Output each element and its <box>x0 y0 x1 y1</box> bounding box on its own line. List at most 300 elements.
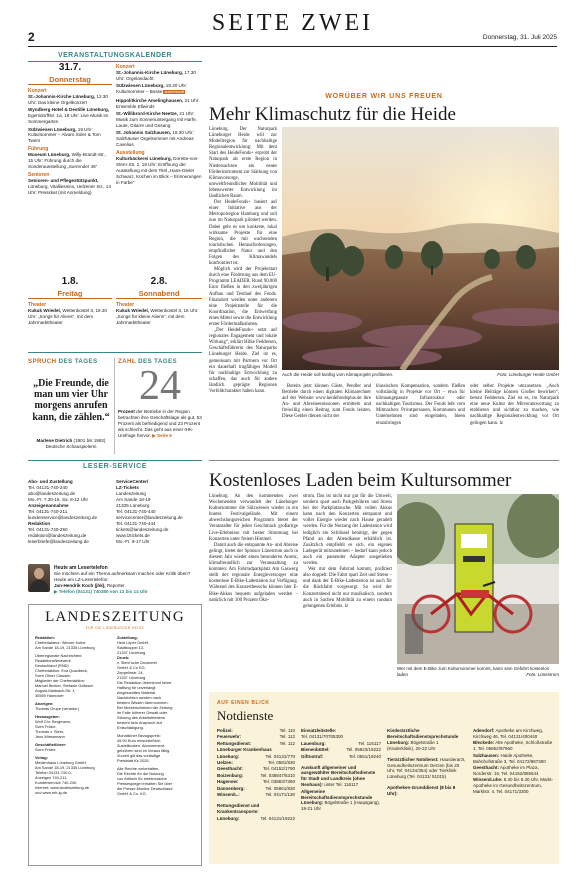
emergency-entry <box>301 741 381 747</box>
article2-paragraph: Wer mit dem Fahrrad kommt, profitiert also doppelt: Die Fahrt spart Zeit und Stress – und dank der E-Bike-Ladestation ist auch für die Rückfahrt vorgesorgt. So wird der Konzertabend nicht nur musikalisch, sondern auch in Sachen Mobilität zu einem rundum gelungenen Erlebnis. lz <box>303 567 392 609</box>
emergency-entry <box>387 728 467 752</box>
event-item <box>28 94 112 106</box>
event-details: 21 Uhr: Musik zum Sonnenuntergang mit Harfe, Laute, Gitarre und Gesang <box>116 110 197 128</box>
info-line: besteht kein Anspruch auf <box>117 720 162 725</box>
emergency-entry <box>217 747 295 753</box>
info-line: Kundenservice 740-240, <box>35 780 78 785</box>
calendar-bottom-rule <box>28 352 202 353</box>
event-venue: Sülzwiesen Lüneburg, <box>116 83 165 89</box>
info-line: Preisblatt für 2025. <box>117 758 150 763</box>
info-line: Haftung für unverlangt <box>117 685 156 690</box>
info-line: Thomas Grupe (verantw.) <box>35 706 80 711</box>
emergency-value: Alte Apotheke, Schloßstraße 1, Tel. 05852/97960 <box>473 740 553 752</box>
emergency-title: Notdienste <box>217 708 274 723</box>
info-line: Zeppelinstr. 24, <box>117 670 144 675</box>
emergency-value: Tel. 112 <box>279 740 295 746</box>
emergency-value: Haide Apotheke, Bahnhofstraße 3, Tel. 04172/987300 <box>473 752 546 764</box>
info-line: Sven Fricke <box>35 747 56 752</box>
info-line: bestem Wissen übernommen. <box>117 700 169 705</box>
event-calendar <box>28 52 202 62</box>
issue-date: Donnerstag, 31. Juli 2025 <box>482 34 557 41</box>
emergency-value: Bögelstraße 1 (Hauptgang), 19-21 Uhr <box>301 800 381 812</box>
emergency-value: Tel. 04152/1790 <box>262 766 295 772</box>
impressum-col1 <box>35 635 113 795</box>
emergency-label: Bleckede: <box>473 740 495 746</box>
event-category: Konzert <box>116 64 135 70</box>
emergency-label: Lüneburg: <box>217 815 240 821</box>
info-line: Thomas v. Stern, <box>35 729 65 734</box>
event-details: Egersdorffstr. 1a, 18 Uhr: Live Musik im Sommergarten <box>28 113 109 125</box>
heather-landscape-illustration <box>282 127 559 370</box>
emergency-label: Boizenburg: <box>217 772 244 778</box>
impressum-logo-sub: FÜR DIE LÜNEBURGER HEIDE <box>85 626 145 630</box>
info-line: August-Madsack-Str. 1, <box>35 688 76 693</box>
emergency-value: Apotheke am Kirchweg, Kirchweg 46, Tel. 04131/400440 <box>473 728 544 739</box>
reporter-avatar <box>28 564 50 592</box>
reporter-role: Reporter. <box>105 583 126 588</box>
info-line: Am Sande 18-19, 21335 Lüneburg <box>35 645 95 650</box>
info-line: abo@landeszeitung.de <box>28 491 76 496</box>
info-line: Chefredaktion: Eva Quadbeck, <box>35 668 88 673</box>
emergency-label: Tierärztlicher Notdienst: <box>387 756 439 762</box>
info-line: Bei Nichterscheinen der Zeitung <box>117 705 173 710</box>
info-line: Deutschland (RND) <box>35 663 69 668</box>
emergency-label: Winsen/Luhe: <box>473 777 503 783</box>
info-label: LZ-Tickets <box>116 485 139 490</box>
emergency-entry <box>473 728 553 740</box>
number-unit: Prozent <box>118 409 135 414</box>
info-line: GmbH & Co KG, <box>117 665 146 670</box>
info-line: Monatlicher Bezugspreis: <box>117 733 161 738</box>
emergency-value: Tel. 0551/19240 <box>348 753 381 759</box>
number-more-link[interactable]: ▶ Seite 6 <box>152 433 172 438</box>
emergency-value: Haustierarzt, Gesundheitszentrum Oerzen (bis 20 Uhr, Tel. 04134/354) oder Tierklinik Lüneburg (Tel. 04131/ 51015) <box>387 756 466 780</box>
info-line: 21337 Lüneburg <box>117 675 146 680</box>
ebike-charging-photo <box>397 494 559 664</box>
event-category: Konzert <box>28 88 47 94</box>
emergency-entry <box>217 792 295 798</box>
emergency-label: Lüneburger Krankenhaus <box>217 747 272 753</box>
event-item <box>116 111 202 129</box>
info-line: Telefon 04131-740-0, <box>35 770 72 775</box>
emergency-entry <box>217 754 295 760</box>
emergency-label: Geesthacht: <box>473 764 500 770</box>
quote-heading <box>28 358 112 365</box>
event-item <box>116 130 202 148</box>
emergency-kicker: AUF EINEN BLICK <box>217 700 270 706</box>
event-category: Theater <box>116 302 135 308</box>
info-line: servicecenter@landeszeitung.de <box>116 515 183 520</box>
info-line: Störung des Arbeitsfriedens <box>117 715 165 720</box>
event-details: Wettenbostel 3, 19.30 Uhr: „Songs für Aliens“, mit dem Jahrmarkttheater <box>28 308 107 325</box>
emergency-label: Allgemeine Bereitschaftsdienstsprechstunde Lüneburg: <box>301 788 373 806</box>
info-line: Am Sande 18-19 <box>116 497 151 502</box>
info-line: www.lztickets.de <box>116 533 150 538</box>
info-label: Zustellung: <box>117 635 138 640</box>
emergency-entry <box>217 803 295 809</box>
article2-headline: Kostenloses Laden beim Kultursommer <box>209 470 512 491</box>
emergency-entry <box>301 789 381 813</box>
event-details: Dorette-von-Stern-Str. 2, 18 Uhr: Eröffnung der Ausstellung mit dem Titel „Hans-Dieter Schwarz, Küchen im Blick – Erinnerungen in Farbe“ <box>116 155 202 185</box>
info-line: Pressespiegel erhalten Sie über <box>117 781 173 786</box>
info-label: Geschäftsführer: <box>35 742 67 747</box>
number-heading-a: ZAHL <box>118 358 136 365</box>
day1-date: 31.7. <box>58 62 82 73</box>
info-line: Die Rechte für die Nutzung <box>117 771 164 776</box>
article2-col2 <box>303 494 392 610</box>
article1-paragraph: „Der HeideFonds+ setzt auf regionales Engagement und lokale Wirkung“, erklärt Hilke Feddersen, Geschäftsführerin des Naturparks Lüneburger Heide. Ziel ist es, gemeinsam mit Partnern vor Ort ein dauerhaft tragfähiges Modell für nachhaltige Entwicklung zu schaffen, das auch für andere ländlich geprägte Regionen Vorbildcharakter haben kann. <box>209 328 277 395</box>
number-text <box>118 409 202 439</box>
info-line: Mo.-Fr. 9-17 Uhr <box>116 539 150 544</box>
emergency-value: Tel. 110 <box>279 728 295 733</box>
emergency-value: unter Tel. 116117 <box>323 782 359 788</box>
emergency-value: Bögelstraße 1 (Kinderklinik), 20-22 Uhr <box>387 739 439 751</box>
info-line: Alle Rechte vorbehalten. <box>117 766 160 771</box>
info-label: ServiceCenter/ <box>116 479 149 484</box>
article2-paragraph: strom. Das ist nicht nur gut für die Umwelt, sondern spart auch Parkgebühren und Stress bei der Parkplatzsuche. Mit vollen Akkus kann nach den Konzerten entspannt und voller Energie wieder nach Hause geradelt werden. Für die Nutzung der Ladestation wird lediglich ein Schlüssel benötigt, der gegen Pfand an der Abendkasse erhältlich ist. Zusätzlich empfiehlt es sich, ein eigenes Ladegerät mitzunehmen – bedarf kann jedoch auch ein passender Adapter ausgeliehen werden. <box>303 494 392 567</box>
service-top-rule <box>28 460 202 461</box>
info-line: Tel. 04131-740-444 <box>116 521 156 526</box>
emergency-services-box <box>209 692 559 864</box>
reporter-name: Jan-Hendrik Koch (jhk), <box>54 583 106 588</box>
info-line: Nachrichten werden nach <box>117 695 162 700</box>
article1-paragraph: Möglich wird der Projektstart durch eine Förderung aus dem EU-Programm LEADER. Rund 90.000 Euro fließen in den zweijährigen Aufbau und Testlauf des Fonds. Finanziert werden unter anderem eine Projektstelle für die Koordination, die Entwerfung eines Mittel sowie die Entwicklung erster Fördermaßnahmen. <box>209 267 277 327</box>
sold-out-badge: ausverkauft <box>164 90 185 95</box>
info-line: 30559 Hannover <box>35 693 64 698</box>
info-line: Wolf Chr. Bergmann, <box>35 719 72 724</box>
event-venue: St. Johannis Salzhausen, <box>116 130 172 136</box>
quote-author-detail: (1901 bis 1992) Deutsche Schauspielerin <box>45 438 106 449</box>
reader-phone-number[interactable]: ▶ Telefon (04131) 740380 von 13 bis 14 Uhr <box>54 589 148 594</box>
article1-col1 <box>209 127 277 395</box>
info-line: Entschädigung. <box>117 725 144 730</box>
day2-rule <box>28 298 112 299</box>
article1-col3-text: klassischen Kompensation, sondern fließen vollständig in Projekte vor Ort – etwa für klimaangepasste Infrastruktur oder nachhaltigen Tourismus. Der Fonds lebt vom Mitmachen: Privatpersonen, Kommunen und Unternehmen sind eingeladen, Ideen einzubringen <box>376 384 465 426</box>
info-line: RedaktionsNetzwerk <box>35 658 71 663</box>
emergency-value: Tel. 04171/130 <box>265 792 295 798</box>
event-venue: Kulturbäckerei Lüneburg, <box>116 155 172 161</box>
article1-headline: Mehr Klimaschutz für die Heide <box>209 104 456 125</box>
info-line: Stadtkoppel 13, <box>117 645 145 650</box>
emergency-label: Rettungsdienst: <box>217 740 252 746</box>
quote-author-name: Marlene Dietrich <box>36 438 73 443</box>
info-label: Druck: <box>117 655 130 660</box>
info-line: Die Redaktion übernimmt keine <box>117 680 172 685</box>
info-line: Jens Wiesemann <box>35 734 65 739</box>
emergency-entry <box>387 757 467 781</box>
emergency-value: Apotheke im Plaza, Norderstr. 16, Tel. 04152/886644 <box>473 764 539 776</box>
emergency-entry <box>217 786 295 792</box>
emergency-label: Uelzen: <box>217 760 234 766</box>
emergency-label: Polizei: <box>217 728 233 733</box>
impressum-box <box>28 604 202 866</box>
number-of-the-day: 24 <box>139 363 181 409</box>
emergency-value: Tel. 04131/70705300 <box>301 734 344 740</box>
article1-caption: Auch die Heide soll künftig vom Klimaprojekt profitieren. <box>282 372 394 377</box>
emergency-entry <box>217 728 295 734</box>
info-line: und www.mh-lg.de <box>35 790 68 795</box>
info-line: Tel. 04131-740-250 <box>28 527 68 532</box>
article2-credit: Foto: Lünestrom <box>526 672 559 677</box>
emergency-col3 <box>387 728 467 798</box>
info-line: Am Sande 18-19, 21335 Lüneburg <box>35 765 95 770</box>
event-details: 19 Uhr: Kultursommer – Alvaro Soler & Tom Twers <box>28 126 101 144</box>
header-rule <box>28 46 557 47</box>
event-item <box>116 98 202 110</box>
info-line: 21335 Lüneburg <box>116 503 150 508</box>
emergency-value: Tel. 04131/19222 <box>260 815 295 821</box>
info-label: Anzeigenannahme <box>28 503 69 508</box>
emergency-label: Feuerwehr: <box>217 734 242 740</box>
emergency-entry <box>473 765 553 777</box>
day3-name: Sonnabend <box>138 289 180 298</box>
event-venue: Kukuk Wriedel, <box>28 308 62 313</box>
article-divider <box>209 460 559 461</box>
emergency-entry <box>301 728 381 734</box>
emergency-label: Kinderärztliche Bereitschaftsdienstsprechstunde Lüneburg: <box>387 728 459 745</box>
article2-col1 <box>209 494 298 604</box>
event-details: 21 Uhr: Ensemble Ellwinds <box>116 97 200 109</box>
info-line: Heid Löper GmbH, <box>117 640 150 645</box>
info-line: Tel. 04131-740-211 <box>28 509 68 514</box>
info-label: Verlag: <box>35 755 48 760</box>
event-item <box>28 107 112 125</box>
emergency-entry <box>387 785 467 797</box>
event-item <box>116 156 202 186</box>
emergency-col2 <box>301 728 381 813</box>
event-venue: St.-Johannis-Kirche Lüneburg, <box>116 70 184 75</box>
article2-paragraph: Lüneburg. An den kommenden zwei Wochenenden verwandelt der Lüneburger Kultursommer die Sülzwiesen wieder in ein buntes Festivalgelände. Mit einem abwechslungsreichen Programm bietet der Veranstalter für jeden Geschmack großartige Live-Erlebnisse mit bester Stimmung bei Konzerten unter freiem Himmel. <box>209 494 298 542</box>
article2-caption: Wer mit dem E-Bike zum Kultursommer kommt, kann sein Geführt kostenlos laden <box>397 666 549 677</box>
service-heading: LESER-SERVICE <box>82 463 148 470</box>
day3-date: 2.8. <box>150 276 168 287</box>
emergency-entry <box>387 752 467 756</box>
quote-text: „Die Freunde, die man um vier Uhr morgens anrufen kann, die zählen.“ <box>32 378 110 423</box>
event-item <box>28 308 112 326</box>
emergency-entry <box>217 798 295 802</box>
info-label: Herausgeber: <box>35 714 61 719</box>
day3-events <box>116 300 202 327</box>
emergency-value: Tel. 05823/19222 <box>346 747 381 753</box>
reader-phone-title: Heute am Lesertelefon <box>54 565 108 571</box>
emergency-entry <box>217 766 295 772</box>
info-line: Internet: www.landeszeitung.de <box>35 785 90 790</box>
impressum-col2 <box>117 635 197 796</box>
article1-col2 <box>282 384 371 421</box>
emergency-entry <box>301 760 381 764</box>
emergency-entry <box>217 809 295 815</box>
article1-col3 <box>376 384 465 427</box>
emergency-value: Tel. 05861/830 <box>265 785 295 791</box>
event-details: 12.30 Uhr: Das kleine Orgelkonzert <box>28 94 108 105</box>
emergency-value: Tel. 0581/830 <box>267 760 295 766</box>
service-contacts-right <box>116 479 202 545</box>
info-line: 49,90 Euro einschließlich <box>117 738 161 743</box>
article1-paragraph: Lüneburg. Der Naturpark Lüneburger Heide will zur Modellregion für nachhaltige Regionalentwicklung: Mit dem Start des HeideFonds+ erprobt der Naturpark als erste Region in Niedersachsen ein neues Förderinstrument zur Stärkung von Klimavorsorge, umweltfreundlicher Mobilität und lebenswerter Entwicklung im ländlichen Raum. <box>209 127 277 200</box>
event-item <box>116 70 202 82</box>
number-description: der Betriebe in der Region betrachten ihre Geschäftslage als gut, 53 Prozent als befriedigend und 23 Prozent als schlecht. Das geht aus einer IHK-Umfrage hervor. <box>118 409 202 438</box>
event-venue: Kukuk Wriedel, <box>116 308 150 313</box>
info-line: leserbriefe@landeszeitung.de <box>28 539 89 544</box>
emergency-entry <box>473 777 553 795</box>
article1-col4 <box>470 384 559 427</box>
emergency-label: Dannenberg: <box>217 785 245 791</box>
emergency-label: Giftnotruf: <box>301 753 324 759</box>
quote-heading-a: SPRUCH <box>28 358 57 365</box>
quote-divider <box>114 358 115 454</box>
emergency-entry <box>473 740 553 752</box>
info-label: Anzeigen: <box>35 701 54 706</box>
emergency-value: Tel. 04131/770 <box>265 753 295 759</box>
info-line: im Falle höherer Gewalt oder <box>117 710 168 715</box>
event-item <box>116 83 202 96</box>
emergency-label: Salzhausen: <box>473 752 500 758</box>
info-line: Anzeigen 740-211, <box>35 775 68 780</box>
event-category: Führung <box>28 146 49 153</box>
info-line: Mitglieder der Chefredaktion: <box>35 678 85 683</box>
event-category: Theater <box>28 302 47 308</box>
info-line: Sven Fricke, <box>35 724 57 729</box>
info-line: Tel. 04131-740-440 <box>116 509 156 514</box>
event-details: 19.30 Uhr: Kultursommer – Bosse <box>116 83 188 95</box>
article1-kicker: WORÜBER WIR UNS FREUEN <box>325 93 443 100</box>
info-line: gebühren sind im Voraus fällig. <box>117 748 171 753</box>
event-details: 17.30 Uhr: Orgelandacht <box>116 70 196 81</box>
number-heading-b: DES TAGES <box>135 358 177 365</box>
event-category: Senioren <box>28 171 50 178</box>
info-line: von Artikeln für elektronische <box>117 776 167 781</box>
info-label: Abo- und Zustellung <box>28 479 73 484</box>
ebike-charging-illustration <box>397 494 559 664</box>
impressum-logo: LANDESZEITUNG <box>45 609 185 625</box>
event-venue: Museum Lüneburg, <box>28 152 71 158</box>
emergency-entry <box>301 754 381 760</box>
day1-name: Donnerstag <box>49 75 91 84</box>
emergency-value: Tel. 116117 <box>358 740 381 746</box>
calendar-heading: VERANSTALTUNGSKALENDER <box>58 52 172 59</box>
article1-paragraph: Der HeideFonds+ basiert auf einer Initiative aus der Metropolregion Hamburg und soll nun im Naturpark pilotiert werden. Dabei geht es um konkrete, lokal wirksame Projekte für eine Region, die mit wachsenden touristischen Herausforderungen, empfindlicher Natur und den Folgen des Klimawandels konfrontiert ist. <box>209 200 277 267</box>
info-line: Medienhaus Lüneburg GmbH, <box>35 760 88 765</box>
heather-landscape-photo <box>282 127 559 370</box>
page-section-title: SEITE ZWEI <box>211 10 374 36</box>
emergency-col4 <box>473 728 553 795</box>
emergency-entry <box>217 779 295 785</box>
emergency-col1 <box>217 728 295 822</box>
reader-phone-box <box>54 565 202 595</box>
event-venue: Hippolitkirche Amelinghausen, <box>116 97 184 103</box>
event-item <box>28 152 112 170</box>
emergency-entry <box>301 765 381 789</box>
emergency-label: Auskunft allgemeiner und ausgewählter Bereitschaftsdienste für Stadt und Landkreis (ohne Neuhaus): <box>301 764 376 788</box>
emergency-entry <box>217 734 295 740</box>
event-category: Ausstellung <box>116 149 145 156</box>
emergency-entry <box>217 773 295 779</box>
emergency-entry <box>301 747 381 753</box>
article2-paragraph: Damit auch die entspannte An- und Abreise gelingt, bietet der Sponsor Lünestrom auch in diesem Jahr wieder einen besonderen Anreiz, klimafreundlich zur Veranstaltung zu kommen: Am Fahrradparkplatz Am Gaswerg stellt der regionale Energieversorger eine kostenlose E-Bike-Ladestation zur Verfügung. Während des Konzertbesuchs können hier E-Bike-Akkus bequem aufgeladen werden – natürlich mit 100 Prozent Öko- <box>209 542 298 603</box>
page-number: 2 <box>28 30 35 44</box>
event-venue: St.-Johannis-Kirche Lüneburg, <box>28 94 96 99</box>
info-line: tickets@landeszeitung.de <box>116 527 169 532</box>
reader-phone-text: Sie möchten auf ein Thema aufmerksam machen oder Kritik üben? Heute am LZ-Lesertelefon: <box>54 571 191 582</box>
emergency-entry <box>387 781 467 785</box>
event-details: 18.30 Uhr: Salzhäuser Orgelsommer mit Andreas Cavelius <box>116 130 194 147</box>
emergency-value: Tel. 03883/7360 <box>262 779 295 785</box>
info-line: Chefredakteur: Werner Kolbe <box>35 640 86 645</box>
article1-col4-text: oder selbst Projekte umzusetzen. „Auch kleine Beiträge können Großes bewirken“, betont Feddersen. Ziel ist es, im Naturpark eine neue Kultur der Mitverantwortung zu etablieren und sichtbar zu machen, wie nachhaltige Regionalentwicklung vor Ort gelingen kann. lz <box>470 384 559 426</box>
emergency-entry <box>301 734 381 740</box>
info-line: v. Stern'sche Druckerei <box>117 660 157 665</box>
info-line: Zustellkosten. Abonnement- <box>117 743 166 748</box>
emergency-entry <box>217 816 295 822</box>
info-label: Redaktion: <box>35 635 56 640</box>
info-line: die Presse-Monitor Deutschland <box>117 786 173 791</box>
event-item <box>116 308 202 326</box>
day2-date: 1.8. <box>61 276 79 287</box>
day2-name: Freitag <box>57 289 83 298</box>
event-venue: Sülzwiesen Lüneburg, <box>28 126 77 132</box>
event-details: Wettenbostel 3, 15 Uhr: „Songs für kleine Aliens“, mit dem Jahrmarkttheater <box>116 308 199 325</box>
info-line: eingesandtes Material. <box>117 690 157 695</box>
emergency-label: Bienenbüttel: <box>301 747 330 753</box>
info-line: Zurzeit gilt das vorläufige <box>117 753 161 758</box>
event-item <box>28 178 112 196</box>
info-line: Manuel Becker, Stefanie Gollasch <box>35 683 94 688</box>
emergency-label: Winsen/L.: <box>217 792 240 798</box>
emergency-label: Apotheken-Grunddienst (8 bis 8 Uhr): <box>387 785 456 797</box>
quote-author <box>28 438 114 450</box>
emergency-label: Lauenburg: <box>301 740 326 746</box>
emergency-label: Hagenow: <box>217 779 239 785</box>
emergency-entry <box>217 760 295 766</box>
emergency-value: 8.30 bis 8.30 Uhr, Markt-Apotheke im Gesundheitszentrum, Marktstr. 4, Tel. 04171/3300 <box>473 777 553 795</box>
info-line: Sven Oliver Clausen <box>35 673 71 678</box>
info-label: Redaktion <box>28 521 51 526</box>
quote-heading-b: DES TAGES <box>56 358 98 365</box>
event-item <box>28 127 112 145</box>
emergency-entry <box>217 741 295 747</box>
info-line: Mo.-Fr. 7.30-15, Sa. 8-12 Uhr <box>28 497 88 502</box>
emergency-label: Rettungsdienst und <box>217 802 260 808</box>
emergency-label: Lüneburg: <box>217 753 240 759</box>
emergency-label: Krankentransporte: <box>217 809 259 815</box>
info-line: GmbH & Co. KG. <box>117 791 147 796</box>
info-line: redaktion@landeszeitung.de <box>28 533 87 538</box>
day1-rule <box>28 84 112 85</box>
info-line: Tel. 04131-740-240 <box>28 485 68 490</box>
emergency-label: Einsatzleitstelle: <box>301 728 337 733</box>
event-venue: St.-Willibrord-Kirche Neetze, <box>116 110 178 116</box>
article1-credit: Foto: Lüneburger Heide GmbH <box>497 372 559 377</box>
service-contacts-left <box>28 479 114 545</box>
emergency-value: Tel. 038847/6310 <box>260 772 295 778</box>
day3-rule <box>116 298 202 299</box>
emergency-label: Adendorf: <box>473 728 495 733</box>
event-venue: Senioren- und Pflegestützpunkt, <box>28 177 99 183</box>
info-line: Überregionale Nachrichten: <box>35 653 83 658</box>
emergency-entry <box>473 753 553 765</box>
day1-events-col2 <box>116 62 202 187</box>
day2-events <box>28 300 112 327</box>
event-venue: Wyndberg Hotel & Destille Lüneburg, <box>28 107 110 113</box>
event-details: Lüneburg, Vitalliessino, Uelzener Str., 14 Uhr: Preisskat (mit Anmeldung) <box>28 183 111 195</box>
event-details: Willy-Brandt-Str., 15 Uhr: Führung durch die Sonderausstellung „Surrender 45“ <box>28 152 107 170</box>
article1-col2-text: Bereits jetzt können Gäste, Pendler und Betriebe durch einen digitalen Klimarechner auf der Website www.heidefondsplus.de ihre An- und Abreiseemissionen ermitteln und freiwillig einen Beitrag zum Fonds leisten. Diese Gelder dienen nicht der <box>282 384 371 420</box>
info-line: 21337 Lüneburg <box>117 650 146 655</box>
day1-events-col1 <box>28 86 112 197</box>
info-line: kundenservice@landeszeitung.de <box>28 515 98 520</box>
info-line: Landeszeitung <box>116 491 146 496</box>
emergency-value: Tel. 112 <box>279 734 295 740</box>
